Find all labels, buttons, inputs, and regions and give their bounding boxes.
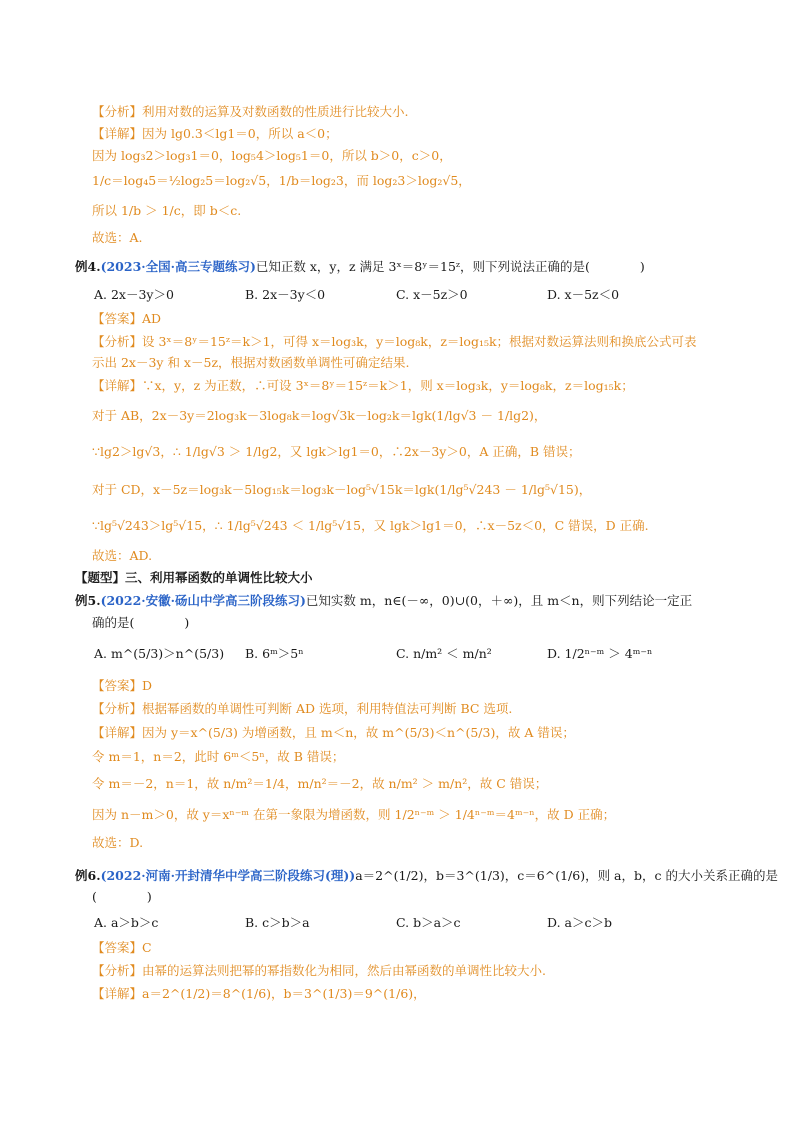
example-4-label: 例4. — [75, 259, 101, 274]
example-6-option-d: D. a＞c＞b — [547, 915, 612, 930]
block1-detail-4: 所以 1/b ＞ 1/c，即 b＜c. — [92, 203, 242, 218]
example-6-label: 例6. — [75, 868, 101, 883]
example-4-answer: 【答案】AD — [92, 311, 162, 326]
block1-detail-2: 因为 log₃2＞log₃1＝0，log₅4＞log₅1＝0，所以 b＞0，c＞0， — [92, 148, 452, 163]
example-5-question-1: 已知实数 m，n∈(－∞，0)∪(0，＋∞)，且 m＜n，则下列结论一定正 — [305, 593, 693, 608]
example-4-option-d: D. x－5z＜0 — [547, 287, 620, 302]
example-5-detail-2: 令 m＝1，n＝2，此时 6ᵐ＜5ⁿ，故 B 错误； — [92, 749, 345, 764]
example-6-source: (2022·河南·开封清华中学高三阶段练习(理)) — [100, 868, 356, 883]
example-6-answer: 【答案】C — [92, 940, 152, 955]
example-5-source: (2022·安徽·砀山中学高三阶段练习) — [100, 593, 306, 608]
example-5-question-2: 确的是( ) — [92, 615, 190, 630]
example-6-header — [75, 867, 778, 885]
block1-detail-1: 【详解】因为 lg0.3＜lg1＝0，所以 a＜0； — [92, 126, 338, 141]
example-4-question: 已知正数 x，y，z 满足 3ˣ＝8ʸ＝15ᶻ，则下列说法正确的是( ) — [255, 259, 645, 274]
example-5-header — [75, 592, 692, 610]
example-5-option-b: B. 6ᵐ＞5ⁿ — [245, 646, 304, 661]
example-6-question-2: ( ) — [92, 889, 152, 904]
example-4-conclusion: 故选：AD. — [92, 548, 153, 563]
example-4-detail-3: ∵lg2＞lg√3，∴ 1/lg√3 ＞ 1/lg2，又 lgk＞lg1＝0，∴2x－3y＞0，A 正确，B 错误； — [92, 444, 581, 459]
example-5-detail-4: 因为 n－m＞0，故 y＝xⁿ⁻ᵐ 在第一象限为增函数，则 1/2ⁿ⁻ᵐ ＞ 1/4ⁿ⁻ᵐ＝4ᵐ⁻ⁿ，故 D 正确； — [92, 807, 616, 822]
example-5-conclusion: 故选：D. — [92, 835, 144, 850]
example-5-detail-3: 令 m＝－2，n＝1，故 n/m²＝1/4，m/n²＝－2，故 n/m² ＞ m/n²，故 C 错误； — [92, 776, 548, 791]
example-4-analysis-1: 【分析】设 3ˣ＝8ʸ＝15ᶻ＝k＞1，可得 x＝log₃k，y＝log₈k，z＝log₁₅k；根据对数运算法则和换底公式可表 — [92, 334, 697, 349]
example-4-option-b: B. 2x－3y＜0 — [245, 287, 326, 302]
example-4-detail-4: 对于 CD，x－5z＝log₃k－5log₁₅k＝log₃k－log⁵√15k＝lgk(1/lg⁵√243 － 1/lg⁵√15)， — [92, 482, 592, 497]
block1-detail-3: 1/c＝log₄5＝½log₂5＝log₂√5，1/b＝log₂3，而 log₂3＞log₂√5， — [92, 173, 471, 188]
example-6-question-1: a＝2^(1/2)，b＝3^(1/3)，c＝6^(1/6)，则 a，b，c 的大小关系正确的是 — [355, 868, 778, 883]
example-6-option-b: B. c＞b＞a — [245, 915, 310, 930]
example-4-detail-2: 对于 AB，2x－3y＝2log₃k－3log₈k＝log√3k－log₂k＝lgk(1/lg√3 － 1/lg2)， — [92, 408, 547, 423]
example-6-option-c: C. b＞a＞c — [396, 915, 461, 930]
example-6-analysis: 【分析】由幂的运算法则把幂的幂指数化为相同，然后由幂函数的单调性比较大小. — [92, 963, 546, 978]
section-heading: 【题型】三、利用幂函数的单调性比较大小 — [75, 570, 313, 585]
example-6-detail-1: 【详解】a＝2^(1/2)＝8^(1/6)，b＝3^(1/3)＝9^(1/6)， — [92, 986, 426, 1001]
example-4-source: (2023·全国·高三专题练习) — [100, 259, 256, 274]
example-5-label: 例5. — [75, 593, 101, 608]
example-6-option-a: A. a＞b＞c — [94, 915, 159, 930]
example-5-option-a: A. m^(5/3)＞n^(5/3) — [94, 646, 225, 661]
block1-analysis: 【分析】利用对数的运算及对数函数的性质进行比较大小. — [92, 104, 409, 119]
example-5-analysis: 【分析】根据幂函数的单调性可判断 AD 选项，利用特值法可判断 BC 选项. — [92, 701, 513, 716]
example-5-option-d: D. 1/2ⁿ⁻ᵐ ＞ 4ᵐ⁻ⁿ — [547, 646, 653, 661]
example-4-detail-5: ∵lg⁵√243＞lg⁵√15，∴ 1/lg⁵√243 ＜ 1/lg⁵√15，又 lgk＞lg1＝0，∴x－5z＜0，C 错误，D 正确. — [92, 518, 649, 533]
example-5-answer: 【答案】D — [92, 678, 153, 693]
example-4-option-a: A. 2x－3y＞0 — [94, 287, 174, 302]
example-4-detail-1: 【详解】∵x，y，z 为正数，∴可设 3ˣ＝8ʸ＝15ᶻ＝k＞1，则 x＝log₃k，y＝log₈k，z＝log₁₅k； — [92, 378, 634, 393]
block1-conclusion: 故选：A. — [92, 230, 143, 245]
example-5-option-c: C. n/m² ＜ m/n² — [396, 646, 492, 661]
example-4-option-c: C. x－5z＞0 — [396, 287, 468, 302]
example-4-analysis-2: 示出 2x－3y 和 x－5z，根据对数函数单调性可确定结果. — [92, 355, 410, 370]
example-5-detail-1: 【详解】因为 y＝x^(5/3) 为增函数，且 m＜n，故 m^(5/3)＜n^(5/3)，故 A 错误； — [92, 725, 575, 740]
example-4-header — [75, 258, 645, 276]
